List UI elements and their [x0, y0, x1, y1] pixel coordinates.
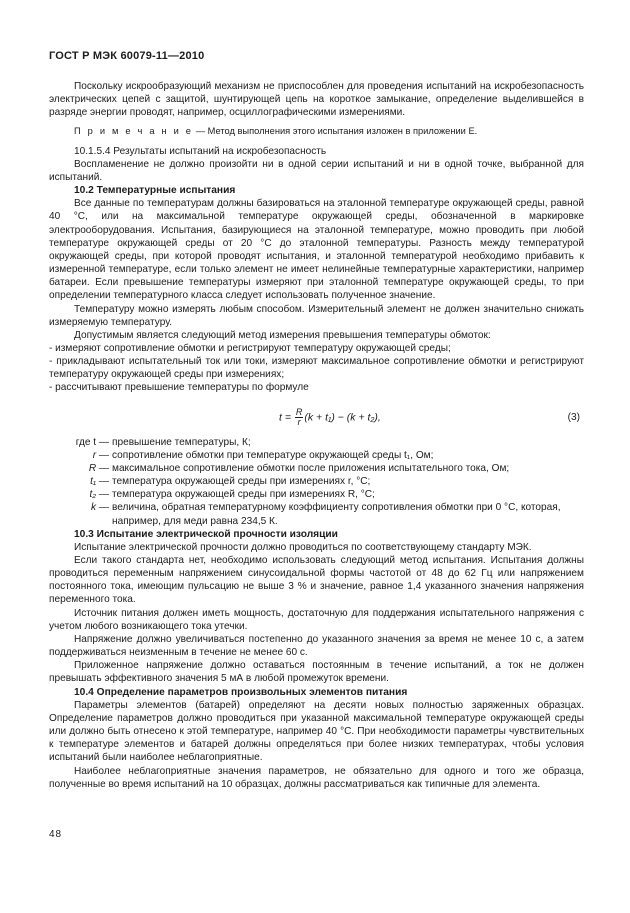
- section-10-4-heading: 10.4 Определение параметров произвольных элементов питания: [74, 686, 408, 698]
- formula-fraction: [295, 408, 304, 427]
- formula-rest: (k + t₁) − (k + t₂),: [304, 410, 381, 423]
- legend-row: [49, 475, 584, 488]
- paragraph: Воспламенение не должно произойти ни в одной серии испытаний и ни в одной точке, выбранной для испытаний.: [49, 158, 584, 183]
- note: [49, 125, 584, 138]
- section-10-3-heading: 10.3 Испытание электрической прочности изоляции: [74, 528, 338, 540]
- list-item: - рассчитывают превышение температуры по формуле: [49, 382, 309, 394]
- note-text: — Метод выполнения этого испытания изложен в приложении Е.: [193, 126, 478, 137]
- legend-text: температура окружающей среды при измерениях R, °С;: [112, 489, 375, 501]
- legend-symbol: t₂ —: [89, 489, 109, 501]
- symbol-legend: [49, 436, 584, 528]
- paragraph: Приложенное напряжение должно оставаться постоянным в течение испытаний, а ток не должен превышать эффективного значения 5 мА в любой промежуток времени.: [49, 660, 584, 685]
- legend-symbol: r —: [92, 449, 109, 461]
- formula-number: (3): [567, 411, 580, 423]
- legend-symbol: t₁ —: [90, 476, 109, 488]
- section-10-1-5-4-title: 10.1.5.4 Результаты испытаний на искробезопасность: [74, 145, 327, 157]
- legend-text: сопротивление обмотки при температуре окружающей среды t₁, Ом;: [112, 449, 434, 461]
- formula-numerator: R: [295, 406, 303, 417]
- formula-body: [279, 408, 381, 427]
- legend-text: величина, обратная температурному коэффициенту сопротивления обмотки при 0 °С, которая, например, для меди равна 234,5 К.: [112, 502, 561, 527]
- legend-row: [49, 436, 584, 449]
- paragraph: Параметры элементов (батарей) определяют на десяти новых полностью заряженных образцах. Определение параметров должно проводиться при указанной максимальной температуре окружающей среды или должно быть отнесено к этой температуре, например 40 °С. При необходимости параметры чувствительных к температуре элементов и батарей должны определяться при более низких температурах, чтобы условия испытаний были наиболее неблагоприятные.: [49, 699, 584, 764]
- note-label: П р и м е ч а н и е: [74, 126, 194, 137]
- page-body: [49, 80, 584, 791]
- paragraph: Источник питания должен иметь мощность, достаточную для поддержания испытательного напряжения с учетом любого возникающего тока утечки.: [49, 607, 584, 632]
- paragraph: Температуру можно измерять любым способом. Измерительный элемент не должен значительно снижать измеряемую температуру.: [49, 303, 584, 328]
- list-item: - измеряют сопротивление обмотки и регистрируют температуру окружающей среды;: [49, 342, 451, 354]
- legend-symbol: R —: [88, 462, 109, 474]
- paragraph: Если такого стандарта нет, необходимо использовать следующий метод испытания. Испытания должны проводиться переменным напряжением синусоидальной формы частотой от 48 до 62 Гц или напряжением постоянного тока, имеющим пульсацию не выше 3 % и значение, равное 1,4 указанного значения напряжения переменного тока.: [49, 555, 584, 606]
- paragraph: Испытание электрической прочности должно проводиться по соответствующему стандарту МЭК.: [74, 541, 532, 553]
- legend-row: [49, 501, 584, 527]
- formula-lhs: t =: [279, 410, 291, 423]
- paragraph: Все данные по температурам должны базироваться на эталонной температуре окружающей среды, равной 40 °С, или на максимальной температуре окружающей среды, обозначенной в маркировке электрооборудования. Испытания, базирующиеся на эталонной температуре, можно проводить при любой температуре окружающей среды от 20 °С до эталонной температуры. Разность между температурой окружающей среды, при которой проводят испытания, и эталонной температурой необходимо прибавить к измеренной температуре, если только элемент не имеет нелинейные температурные характеристики, например батареи. Если превышение температуры измеряют при эталонной температуре окружающей среды, то при определении температурного класса следует использовать полученное значение.: [49, 198, 584, 302]
- paragraph: Допустимым является следующий метод измерения превышения температуры обмоток:: [74, 329, 491, 341]
- formula-3: [49, 399, 584, 433]
- document-header: ГОСТ Р МЭК 60079-11—2010: [49, 50, 205, 62]
- legend-symbol: k —: [91, 502, 109, 514]
- paragraph: Наиболее неблагоприятные значения параметров, не обязательно для одного и того же образца, полученные во время испытаний на 10 образцах, должны рассматриваться как типичные для элемента.: [49, 765, 584, 790]
- legend-text: максимальное сопротивление обмотки после приложения испытательного тока, Ом;: [112, 462, 510, 474]
- legend-text: превышение температуры, К;: [112, 436, 251, 448]
- legend-text: температура окружающей среды при измерениях r, °С;: [112, 476, 371, 488]
- legend-row: [49, 449, 584, 462]
- list-item: - прикладывают испытательный ток или токи, измеряют максимальное сопротивление обмотки и регистрируют температуру окружающей среды при измерениях;: [49, 356, 584, 381]
- legend-row: [49, 462, 584, 475]
- legend-row: [49, 488, 584, 501]
- paragraph: Напряжение должно увеличиваться постепенно до указанного значения за время не менее 10 с, а затем поддерживаться неизменным в течение не менее 60 с.: [49, 633, 584, 659]
- formula-denominator: r: [297, 416, 301, 427]
- legend-symbol: где t —: [75, 436, 109, 448]
- paragraph: Поскольку искрообразующий механизм не приспособлен для проведения испытаний на искробезопасность электрических цепей с защитой, шунтирующей цепь на короткое замыкание, определение выделившейся в разряде энергии проводят, например, осциллографическими измерениями.: [49, 81, 584, 119]
- page-number: 48: [49, 829, 63, 840]
- section-10-2-heading: 10.2 Температурные испытания: [74, 185, 236, 197]
